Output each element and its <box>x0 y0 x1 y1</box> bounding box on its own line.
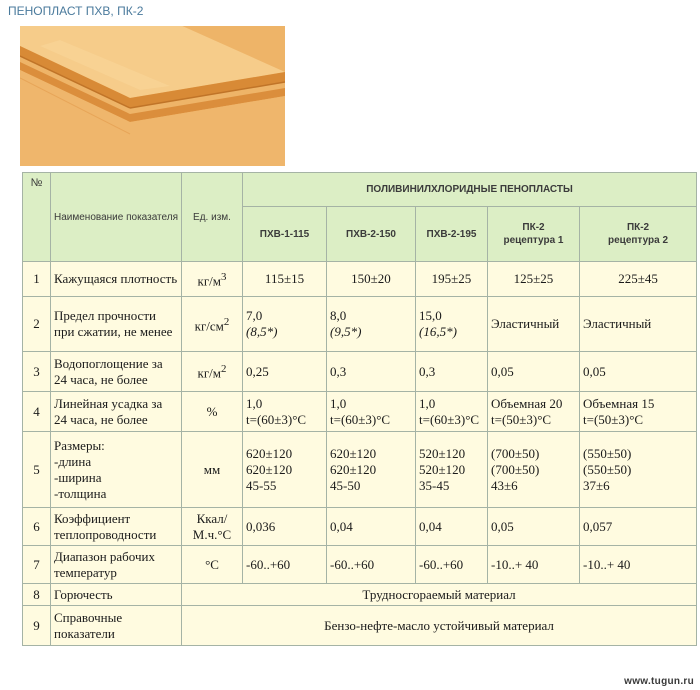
value-cell: -60..+60 <box>243 546 327 584</box>
site-watermark: www.tugun.ru <box>624 676 694 687</box>
value-cell: 520±120 520±120 35-45 <box>416 432 488 508</box>
value-cell: Объемная 15 t=(50±3)°C <box>580 392 697 432</box>
header-name: Наименование показателя <box>51 173 182 262</box>
row-name: Горючесть <box>51 584 182 606</box>
value-cell: 1,0 t=(60±3)°C <box>416 392 488 432</box>
value-cell: Объемная 20 t=(50±3)°C <box>488 392 580 432</box>
value-cell: 0,25 <box>243 352 327 392</box>
table-row <box>23 392 697 432</box>
row-name: Предел прочности при сжатии, не менее <box>51 297 182 352</box>
table-row <box>23 546 697 584</box>
value-cell: -60..+60 <box>327 546 416 584</box>
value-cell: 0,3 <box>327 352 416 392</box>
value-cell: 620±120 620±120 45-55 <box>243 432 327 508</box>
header-product: ПК-2 рецептура 1 <box>488 207 580 262</box>
page-title: ПЕНОПЛАСТ ПХВ, ПК-2 <box>8 4 144 18</box>
row-number: 6 <box>23 508 51 546</box>
table-row <box>23 432 697 508</box>
value-cell: -10..+ 40 <box>580 546 697 584</box>
value-cell: 0,05 <box>488 508 580 546</box>
row-unit: °С <box>182 546 243 584</box>
row-unit: мм <box>182 432 243 508</box>
value-cell: 8,0 (9,5*) <box>327 297 416 352</box>
value-cell: -10..+ 40 <box>488 546 580 584</box>
value-cell: 0,036 <box>243 508 327 546</box>
header-unit: Ед. изм. <box>182 173 243 262</box>
value-cell: 15,0 (16,5*) <box>416 297 488 352</box>
value-cell: 620±120 620±120 45-50 <box>327 432 416 508</box>
row-number: 4 <box>23 392 51 432</box>
value-cell: 0,04 <box>416 508 488 546</box>
value-cell: Эластичный <box>580 297 697 352</box>
header-product: ПХВ-1-115 <box>243 207 327 262</box>
row-number: 8 <box>23 584 51 606</box>
value-cell: 150±20 <box>327 262 416 297</box>
value-cell: 0,3 <box>416 352 488 392</box>
table-row <box>23 297 697 352</box>
properties-table <box>22 172 697 646</box>
merged-value-cell: Бензо-нефте-масло устойчивый материал <box>182 606 697 646</box>
row-name: Кажущаяся плотность <box>51 262 182 297</box>
row-number: 3 <box>23 352 51 392</box>
row-name: Водопоглощение за 24 часа, не более <box>51 352 182 392</box>
table-row <box>23 606 697 646</box>
value-cell: 1,0 t=(60±3)°C <box>243 392 327 432</box>
merged-value-cell: Трудносгораемый материал <box>182 584 697 606</box>
value-cell: 0,04 <box>327 508 416 546</box>
header-product: ПХВ-2-150 <box>327 207 416 262</box>
value-cell: -60..+60 <box>416 546 488 584</box>
row-unit: $кг/м^2$ <box>182 352 243 392</box>
row-name: Диапазон рабочих температур <box>51 546 182 584</box>
table-row <box>23 262 697 297</box>
value-cell: Эластичный <box>488 297 580 352</box>
row-unit: % <box>182 392 243 432</box>
value-cell: 0,057 <box>580 508 697 546</box>
value-cell: 0,05 <box>488 352 580 392</box>
row-name: Линейная усадка за 24 часа, не более <box>51 392 182 432</box>
table-row <box>23 508 697 546</box>
table-row <box>23 584 697 606</box>
value-cell: 125±25 <box>488 262 580 297</box>
value-cell: 1,0 t=(60±3)°C <box>327 392 416 432</box>
header-product: ПХВ-2-195 <box>416 207 488 262</box>
value-cell: (550±50) (550±50) 37±6 <box>580 432 697 508</box>
value-cell: 195±25 <box>416 262 488 297</box>
header-number: № <box>23 173 51 262</box>
row-name: Справочные показатели <box>51 606 182 646</box>
row-number: 5 <box>23 432 51 508</box>
header-group: ПОЛИВИНИЛХЛОРИДНЫЕ ПЕНОПЛАСТЫ <box>243 173 697 207</box>
row-number: 1 <box>23 262 51 297</box>
header-product: ПК-2 рецептура 2 <box>580 207 697 262</box>
row-number: 9 <box>23 606 51 646</box>
row-unit: $кг/см^2$ <box>182 297 243 352</box>
value-cell: 0,05 <box>580 352 697 392</box>
value-cell: 115±15 <box>243 262 327 297</box>
row-number: 7 <box>23 546 51 584</box>
value-cell: 7,0 (8,5*) <box>243 297 327 352</box>
value-cell: (700±50) (700±50) 43±6 <box>488 432 580 508</box>
foam-boards-photo <box>20 26 285 166</box>
row-number: 2 <box>23 297 51 352</box>
row-unit: Ккал/ М.ч.°С <box>182 508 243 546</box>
table-row <box>23 352 697 392</box>
row-name: Коэффициент теплопроводности <box>51 508 182 546</box>
row-name: Размеры: -длина -ширина -толщина <box>51 432 182 508</box>
row-unit: $кг/м^3$ <box>182 262 243 297</box>
value-cell: 225±45 <box>580 262 697 297</box>
